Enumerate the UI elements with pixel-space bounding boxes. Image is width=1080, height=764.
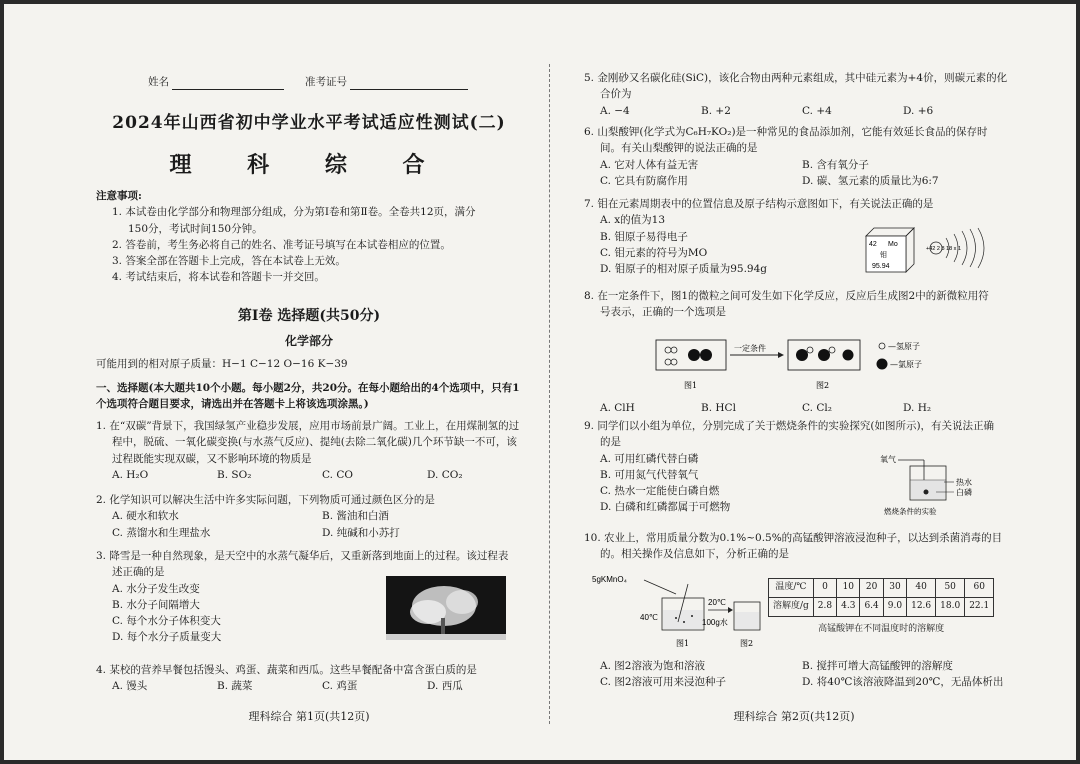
table-cell: 60 bbox=[965, 579, 994, 598]
option-b[interactable]: B. 可用氮气代替氧气 bbox=[600, 468, 699, 481]
apparatus-caption: 燃烧条件的实验 bbox=[884, 507, 937, 516]
question-7: 7. 钼在元素周期表中的位置信息及原子结构示意图如下，有关说法正确的是 A. x的值为13 B. 钼原子易得电子 C. 钼元素的符号为MO D. 钼原子的相对原子质量为95.94g bbox=[584, 196, 1004, 277]
snow-tree-photo bbox=[386, 576, 506, 640]
table-row bbox=[769, 597, 994, 616]
question-4: 4. 某校的营养早餐包括馒头、鸡蛋、蔬菜和西瓜。这些早餐配备中富含蛋白质的是 A. 馒头 B. 蔬菜 C. 鸡蛋 D. 西瓜 bbox=[96, 662, 532, 695]
temp-20: 20℃ bbox=[708, 598, 726, 607]
table-cell: 22.1 bbox=[965, 597, 994, 616]
solubility-table-block bbox=[768, 578, 994, 637]
option-c[interactable]: C. 鸡蛋 bbox=[322, 680, 358, 693]
water-label: 100g水 bbox=[702, 618, 728, 627]
option-b[interactable]: B. 水分子间隔增大 bbox=[112, 598, 200, 611]
option-b[interactable]: B. HCl bbox=[701, 402, 736, 414]
table-cell: 9.0 bbox=[883, 597, 906, 616]
table-row bbox=[769, 579, 994, 598]
section-title: 第Ⅰ卷 选择题(共50分) bbox=[237, 308, 381, 324]
option-c[interactable]: C. 每个水分子体积变大 bbox=[112, 615, 221, 628]
notice-item: 150分，考试时间150分钟。 bbox=[128, 222, 263, 235]
element-mass: 95.94 bbox=[872, 263, 890, 270]
label-white-phosphorus: 白磷 bbox=[956, 488, 972, 497]
name-label: 姓名 bbox=[148, 76, 169, 88]
option-c[interactable]: C. 钼元素的符号为MO bbox=[600, 246, 708, 259]
option-a[interactable]: A. x的值为13 bbox=[600, 214, 666, 227]
reaction-diagram bbox=[654, 338, 964, 394]
kmno4-procedure bbox=[592, 570, 762, 654]
option-b[interactable]: B. 搅拌可增大高锰酸钾的溶解度 bbox=[802, 660, 953, 672]
table-cell: 0 bbox=[813, 579, 836, 598]
element-symbol: Mo bbox=[888, 241, 898, 248]
part-title: 化学部分 bbox=[284, 334, 333, 348]
option-b[interactable]: B. 酱油和白酒 bbox=[322, 510, 389, 523]
subject-title: 理 科 综 合 bbox=[169, 152, 449, 178]
temp-40: 40℃ bbox=[640, 613, 658, 622]
solubility-table bbox=[768, 578, 994, 617]
option-c[interactable]: C. 图2溶液可用来浸泡种子 bbox=[600, 676, 727, 689]
option-b[interactable]: B. SO₂ bbox=[217, 468, 252, 481]
option-c[interactable]: C. 热水一定能使白磷自燃 bbox=[600, 485, 720, 498]
option-b[interactable]: B. 含有氧分子 bbox=[802, 158, 869, 171]
id-label: 准考证号 bbox=[305, 76, 348, 88]
question-10: 10. 农业上，常用质量分数为0.1%~0.5%的高锰酸钾溶液浸泡种子，以达到杀菌消毒的目 的。相关操作及信息如下，分析正确的是 bbox=[584, 532, 1003, 561]
option-d[interactable]: D. +6 bbox=[903, 104, 934, 117]
combustion-apparatus bbox=[880, 452, 1004, 518]
table-cell: 20 bbox=[860, 579, 883, 598]
question-2: 2. 化学知识可以解决生活中许多实际问题，下列物质可通过颜色区分的是 A. 硬水和软水 B. 酱油和白酒 C. 蒸馏水和生理盐水 D. 纯碱和小苏打 bbox=[96, 492, 532, 541]
label-oxygen: 氧气 bbox=[880, 455, 896, 464]
option-d[interactable]: D. 将40℃该溶液降温到20℃，无晶体析出 bbox=[802, 676, 1004, 689]
option-d[interactable]: D. 每个水分子质量变大 bbox=[112, 631, 222, 644]
element-name: 钼 bbox=[880, 252, 887, 259]
option-d[interactable]: D. 白磷和红磷都属于可燃物 bbox=[600, 501, 731, 514]
exam-title: 2024年山西省初中学业水平考试适应性测试(二) bbox=[112, 113, 506, 133]
notice-item: 2. 答卷前，考生务必将自己的姓名、准考证号填写在本试卷相应的位置。 bbox=[112, 238, 451, 251]
notice-item: 1. 本试卷由化学部分和物理部分组成，分为第Ⅰ卷和第Ⅱ卷。全卷共12页，满分 bbox=[112, 206, 476, 219]
option-a[interactable]: A. 图2溶液为饱和溶液 bbox=[600, 660, 705, 672]
table-cell: 12.6 bbox=[907, 597, 936, 616]
question-8: 8. 在一定条件下，图1的微粒之间可发生如下化学反应，反应后生成图2中的新微粒用符 号表示，正确的一个选项是 bbox=[584, 290, 989, 319]
option-a[interactable]: A. 馒头 bbox=[112, 680, 148, 693]
fig2-caption: 图2 bbox=[740, 639, 754, 648]
page-divider bbox=[549, 64, 550, 724]
table-cell: 6.4 bbox=[860, 597, 883, 616]
table-cell: 2.8 bbox=[813, 597, 836, 616]
reaction-condition: 一定条件 bbox=[734, 344, 766, 353]
option-a[interactable]: A. −4 bbox=[600, 104, 630, 117]
option-d[interactable]: D. 纯碱和小苏打 bbox=[322, 526, 400, 539]
option-b[interactable]: B. +2 bbox=[701, 104, 731, 117]
option-b[interactable]: B. 蔬菜 bbox=[217, 680, 253, 693]
option-b[interactable]: B. 钼原子易得电子 bbox=[600, 230, 688, 243]
legend-chlorine: —氯原子 bbox=[890, 360, 922, 369]
notice-heading: 注意事项: bbox=[96, 190, 142, 202]
table-header: 温度/℃ bbox=[769, 579, 814, 598]
q8-options bbox=[584, 400, 1004, 416]
atom-structure: +42 2 8 18 x 1 bbox=[926, 246, 962, 252]
atomic-mass: 可能用到的相对原子质量：H−1 C−12 O−16 K−39 bbox=[96, 358, 348, 370]
fig1-caption: 图1 bbox=[684, 381, 698, 390]
question-5: 5. 金刚砂又名碳化硅(SiC)，该化合物由两种元素组成，其中硅元素为+4价，则碳元素的化 合价为 A. −4 B. +2 C. +4 D. +6 bbox=[584, 70, 1004, 119]
element-number: 42 bbox=[869, 241, 877, 248]
table-cell: 40 bbox=[907, 579, 936, 598]
table-cell: 50 bbox=[936, 579, 965, 598]
option-c[interactable]: C. 它具有防腐作用 bbox=[600, 174, 688, 187]
question-6: 6. 山梨酸钾(化学式为C₆H₇KO₂)是一种常见的食品添加剂，它能有效延长食品的保存时 间。有关山梨酸钾的说法正确的是 A. 它对人体有益无害 B. 含有氧分子 C. 它具有防腐作用 D. 碳、氢元素的质量比为6:7 bbox=[584, 124, 1004, 189]
table-cell: 18.0 bbox=[936, 597, 965, 616]
id-field[interactable] bbox=[350, 77, 468, 90]
option-c[interactable]: C. Cl₂ bbox=[802, 402, 832, 414]
table-cell: 4.3 bbox=[837, 597, 860, 616]
fig1-caption: 图1 bbox=[676, 639, 690, 648]
option-a[interactable]: A. H₂O bbox=[112, 468, 149, 481]
option-c[interactable]: C. CO bbox=[322, 468, 353, 481]
option-a[interactable]: A. 水分子发生改变 bbox=[112, 582, 200, 595]
q10-options bbox=[584, 658, 1004, 691]
option-d[interactable]: D. 钼原子的相对原子质量为95.94g bbox=[600, 263, 767, 276]
reagent-label: 5gKMnO₄ bbox=[592, 575, 627, 584]
notice-block bbox=[96, 188, 532, 286]
fig2-caption: 图2 bbox=[816, 381, 830, 390]
name-row bbox=[148, 74, 468, 90]
question-3: 3. 降雪是一种自然现象，是天空中的水蒸气凝华后，又重新落到地面上的过程。该过程表 述正确的是 A. 水分子发生改变 B. 水分子间隔增大 C. 每个水分子体积变大 D. 每个水分子质量变大 bbox=[96, 548, 532, 646]
option-a[interactable]: A. 它对人体有益无害 bbox=[600, 158, 699, 171]
page-1-footer: 理科综合 第1页(共12页) bbox=[248, 710, 370, 723]
question-1: 1. 在“双碳”背景下，我国绿氢产业稳步发展，应用市场前景广阔。工业上，在用煤制氢的过 程中，脱硫、一氧化碳变换(与水蒸气反应)、提纯(去除二氧化碳)几个环节缺一不可，该 过程既能实现双碳，又不影响环境的物质是 A. H₂O B. SO₂ C. CO D. CO₂ bbox=[96, 418, 532, 483]
q1-options bbox=[96, 467, 532, 483]
label-hot-water: 热水 bbox=[956, 478, 972, 487]
table-cell: 10 bbox=[837, 579, 860, 598]
notice-item: 3. 答案全部在答题卡上完成，答在本试卷上无效。 bbox=[112, 255, 346, 268]
table-cell: 30 bbox=[883, 579, 906, 598]
option-a[interactable]: A. ClH bbox=[600, 402, 635, 414]
option-a[interactable]: A. 硬水和软水 bbox=[112, 510, 179, 523]
molybdenum-figure bbox=[860, 222, 1004, 276]
question-9: 9. 同学们以小组为单位，分别完成了关于燃烧条件的实验探究(如图所示)，有关说法正确 的是 A. 可用红磷代替白磷 B. 可用氮气代替氧气 C. 热水一定能使白磷自燃 D. 白磷和红磷都属于可燃物 bbox=[584, 418, 1004, 516]
page-1 bbox=[86, 4, 532, 760]
page-2-footer: 理科综合 第2页(共12页) bbox=[733, 710, 855, 723]
page-2 bbox=[584, 4, 1008, 760]
option-d[interactable]: D. 碳、氢元素的质量比为6:7 bbox=[802, 174, 939, 187]
legend-hydrogen: —氢原子 bbox=[888, 342, 920, 351]
option-d[interactable]: D. H₂ bbox=[903, 402, 932, 414]
option-c[interactable]: C. +4 bbox=[802, 104, 832, 117]
name-field[interactable] bbox=[172, 77, 284, 90]
table-header: 溶解度/g bbox=[769, 597, 814, 616]
option-d[interactable]: D. 西瓜 bbox=[427, 680, 463, 693]
option-c[interactable]: C. 蒸馏水和生理盐水 bbox=[112, 526, 211, 539]
option-a[interactable]: A. 可用红磷代替白磷 bbox=[600, 452, 699, 465]
notice-item: 4. 考试结束后，将本试卷和答题卡一并交回。 bbox=[112, 271, 325, 284]
table-caption: 高锰酸钾在不同温度时的溶解度 bbox=[818, 623, 945, 634]
instructions: 一、选择题(本大题共10个小题。每小题2分，共20分。在每小题给出的4个选项中，只有1 个选项符合题目要求，请选出并在答题卡上将该选项涂黑。) bbox=[96, 382, 520, 411]
option-d[interactable]: D. CO₂ bbox=[427, 468, 463, 481]
exam-sheet bbox=[4, 4, 1076, 760]
